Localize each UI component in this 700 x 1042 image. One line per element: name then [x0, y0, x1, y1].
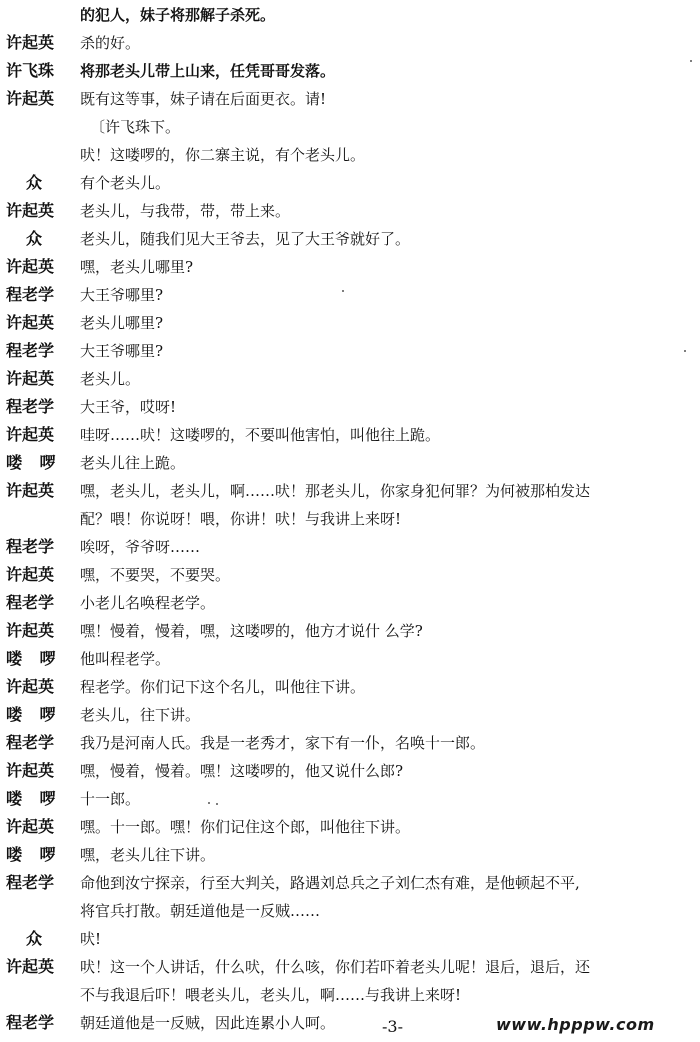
script-line: [0, 424, 700, 450]
dialogue-text: 吠！这喽啰的，你二寨主说，有个老头儿。: [80, 146, 366, 164]
speaker-name: 许起英: [6, 313, 55, 332]
dialogue-text: 嘿，老头儿哪里?: [80, 258, 194, 276]
dialogue-text: 嘿，老头儿往下讲。: [80, 846, 216, 864]
script-line: [0, 872, 700, 898]
speaker-name: 许起英: [6, 817, 55, 836]
script-line: [0, 536, 700, 562]
script-line: [0, 200, 700, 226]
speaker-name: 程老学: [6, 873, 55, 892]
dialogue-text: 哇呀……吠！这喽啰的，不要叫他害怕，叫他往上跪。: [80, 426, 441, 444]
script-line: [0, 844, 700, 870]
script-line: [0, 396, 700, 422]
speaker-name: 许飞珠: [6, 61, 55, 80]
scan-speck: [684, 350, 686, 352]
dialogue-text: 命他到汝宁探亲，行至大判关，路遇刘总兵之子刘仁杰有难，是他顿起不平,: [80, 874, 580, 892]
script-line: [0, 564, 700, 590]
speaker-name: 程老学: [6, 733, 55, 752]
script-line: [0, 956, 700, 982]
script-line: [0, 760, 700, 786]
speaker-name: 众: [25, 173, 42, 192]
speaker-name: 许起英: [6, 565, 55, 584]
script-line: [0, 60, 700, 86]
script-line: [0, 32, 700, 58]
scan-speck: [208, 802, 210, 804]
dialogue-text: 既有这等事，妹子请在后面更衣。请!: [80, 90, 327, 108]
speaker-name: 众: [25, 229, 42, 248]
dialogue-text: 老头儿。: [80, 370, 141, 388]
dialogue-text: 老头儿，与我带，带，带上来。: [80, 202, 291, 220]
dialogue-text: 嘿，慢着，慢着。嘿！这喽啰的，他又说什么郎?: [80, 762, 404, 780]
script-line: [0, 4, 700, 30]
stage-direction-text: 〔许飞珠下。: [90, 118, 181, 136]
dialogue-text: 嘿。十一郎。嘿！你们记住这个郎，叫他往下讲。: [80, 818, 411, 836]
speaker-name: 许起英: [6, 621, 55, 640]
dialogue-text: 吠!: [80, 930, 102, 948]
stage-direction-line: [0, 116, 700, 142]
speaker-name: 许起英: [6, 677, 55, 696]
script-line: [0, 592, 700, 618]
dialogue-text: 我乃是河南人氏。我是一老秀才，家下有一仆，名唤十一郎。: [80, 734, 486, 752]
speaker-name: 许起英: [6, 201, 55, 220]
dialogue-text: 有个老头儿。: [80, 174, 171, 192]
dialogue-text: 老头儿，往下讲。: [80, 706, 201, 724]
dialogue-text: 的犯人，妹子将那解子杀死。: [80, 6, 276, 24]
speaker-name: 喽 啰: [6, 649, 62, 668]
script-line: [0, 144, 700, 170]
dialogue-text: 嘿！慢着，慢着，嘿，这喽啰的，他方才说什 么学?: [80, 622, 423, 640]
script-line: [0, 928, 700, 954]
script-line: [0, 900, 700, 926]
script-line: [0, 816, 700, 842]
dialogue-text: 将官兵打散。朝廷道他是一反贼……: [80, 902, 321, 920]
dialogue-text: 嘿，不要哭，不要哭。: [80, 566, 231, 584]
dialogue-text: 程老学。你们记下这个名儿，叫他往下讲。: [80, 678, 366, 696]
speaker-name: 许起英: [6, 425, 55, 444]
speaker-name: 程老学: [6, 341, 55, 360]
speaker-name: 许起英: [6, 761, 55, 780]
script-line: [0, 732, 700, 758]
script-line: [0, 676, 700, 702]
speaker-name: 喽 啰: [6, 845, 62, 864]
dialogue-text: 大王爷，哎呀!: [80, 398, 177, 416]
speaker-name: 许起英: [6, 957, 55, 976]
dialogue-text: 老头儿，随我们见大王爷去，见了大王爷就好了。: [80, 230, 411, 248]
script-line: [0, 340, 700, 366]
scan-speck: [216, 803, 218, 805]
speaker-name: 程老学: [6, 1013, 55, 1032]
script-line: [0, 368, 700, 394]
script-line: [0, 312, 700, 338]
speaker-name: 程老学: [6, 397, 55, 416]
dialogue-text: 朝廷道他是一反贼，因此连累小人呵。: [80, 1014, 336, 1032]
dialogue-text: 嘿，老头儿，老头儿，啊……吠！那老头儿，你家身犯何罪？为何被那柏发达: [80, 482, 591, 500]
scan-speck: [690, 60, 692, 62]
dialogue-text: 他叫程老学。: [80, 650, 171, 668]
speaker-name: 许起英: [6, 257, 55, 276]
script-line: [0, 984, 700, 1010]
speaker-name: 程老学: [6, 593, 55, 612]
dialogue-text: 老头儿哪里?: [80, 314, 164, 332]
speaker-name: 许起英: [6, 481, 55, 500]
page-number: -3-: [382, 1017, 403, 1036]
dialogue-text: 配？喂！你说呀！喂，你讲！吠！与我讲上来呀!: [80, 510, 402, 528]
script-line: [0, 788, 700, 814]
dialogue-text: 大王爷哪里?: [80, 286, 164, 304]
speaker-name: 众: [25, 929, 42, 948]
script-line: [0, 256, 700, 282]
site-watermark: www.hpppw.com: [496, 1015, 655, 1034]
script-line: [0, 704, 700, 730]
speaker-name: 许起英: [6, 89, 55, 108]
speaker-name: 许起英: [6, 369, 55, 388]
speaker-name: 程老学: [6, 537, 55, 556]
script-line: [0, 508, 700, 534]
dialogue-text: 将那老头儿带上山来，任凭哥哥发落。: [80, 62, 336, 80]
dialogue-text: 杀的好。: [80, 34, 141, 52]
dialogue-text: 大王爷哪里?: [80, 342, 164, 360]
script-line: [0, 480, 700, 506]
script-line: [0, 452, 700, 478]
dialogue-text: 吠！这一个人讲话，什么吠，什么咳，你们若吓着老头儿呢！退后，退后，还: [80, 958, 591, 976]
dialogue-text: 小老儿名唤程老学。: [80, 594, 216, 612]
speaker-name: 许起英: [6, 33, 55, 52]
script-line: [0, 648, 700, 674]
speaker-name: 程老学: [6, 285, 55, 304]
script-line: [0, 88, 700, 114]
script-line: [0, 172, 700, 198]
speaker-name: 喽 啰: [6, 453, 62, 472]
script-line: [0, 228, 700, 254]
script-line: [0, 620, 700, 646]
dialogue-text: 老头儿往上跪。: [80, 454, 186, 472]
dialogue-text: 唉呀，爷爷呀……: [80, 538, 201, 556]
script-line: [0, 284, 700, 310]
dialogue-text: 不与我退后吓！喂老头儿，老头儿，啊……与我讲上来呀!: [80, 986, 462, 1004]
speaker-name: 喽 啰: [6, 705, 62, 724]
scan-speck: [342, 290, 344, 292]
dialogue-text: 十一郎。: [80, 790, 141, 808]
speaker-name: 喽 啰: [6, 789, 62, 808]
